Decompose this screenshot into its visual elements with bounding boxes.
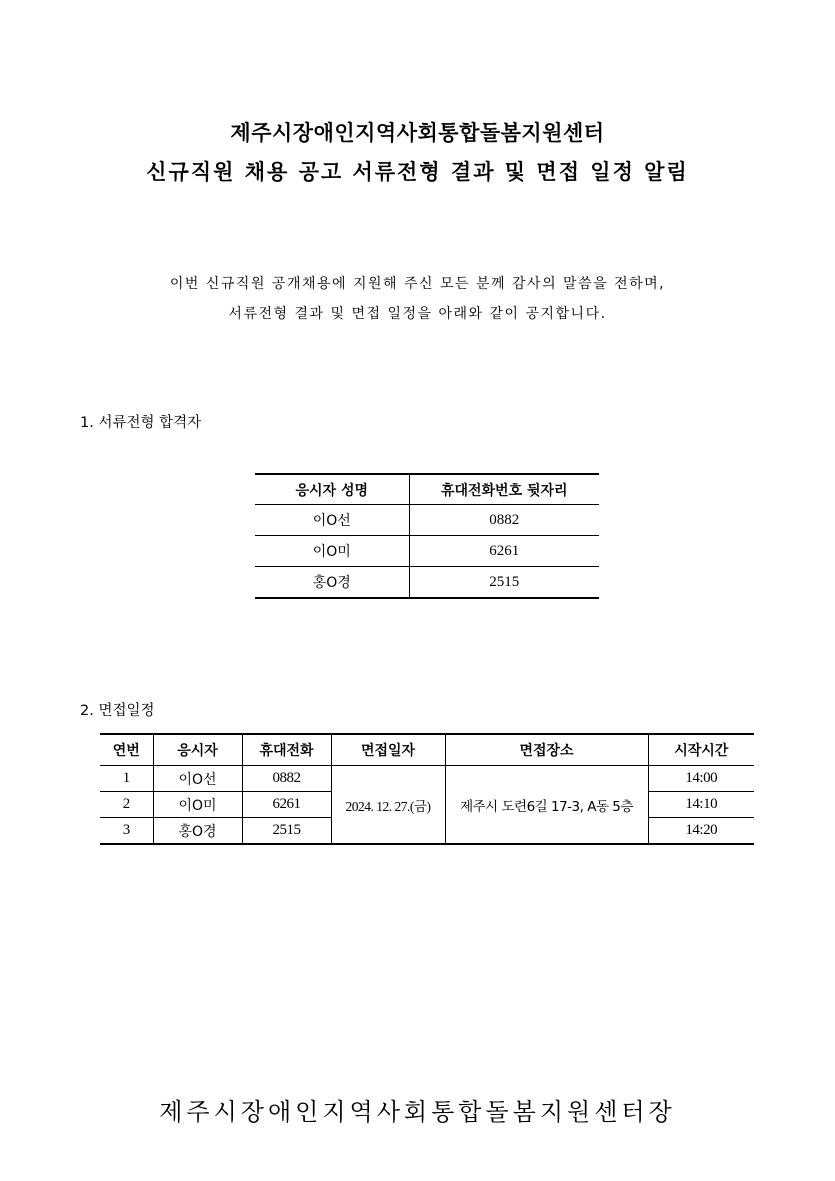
column-header-phone: 휴대전화 xyxy=(242,734,331,766)
applicant-name-cell: 홍O경 xyxy=(153,818,242,845)
applicant-name-cell: 홍O경 xyxy=(255,567,409,599)
phone-digits-cell: 6261 xyxy=(409,536,599,567)
column-header-start-time: 시작시간 xyxy=(648,734,754,766)
row-number-cell: 1 xyxy=(100,766,153,792)
row-number-cell: 2 xyxy=(100,792,153,818)
table-header-row xyxy=(255,474,599,505)
applicant-name-cell: 이O미 xyxy=(153,792,242,818)
phone-digits-cell: 0882 xyxy=(409,505,599,536)
column-header-interview-location: 면접장소 xyxy=(445,734,648,766)
phone-cell: 6261 xyxy=(242,792,331,818)
page-subtitle: 신규직원 채용 공고 서류전형 결과 및 면접 일정 알림 xyxy=(146,160,689,184)
interview-schedule-table xyxy=(100,733,754,845)
column-header-interview-date: 면접일자 xyxy=(331,734,445,766)
start-time-cell: 14:20 xyxy=(685,822,718,838)
start-time-cell: 14:00 xyxy=(648,766,754,792)
section-heading-interview-schedule: 2. 면접일정 xyxy=(80,703,155,719)
column-header-applicant-name: 응시자 성명 xyxy=(255,474,409,505)
phone-cell: 2515 xyxy=(242,818,331,845)
table-row xyxy=(255,536,599,567)
section-heading-document-passers: 1. 서류전형 합격자 xyxy=(80,415,202,431)
page-title: 제주시장애인지역사회통합돌봄지원센터 xyxy=(230,121,605,145)
table-row xyxy=(100,766,754,792)
document-passers-table xyxy=(255,473,599,599)
phone-cell: 0882 xyxy=(242,766,331,792)
table-header-row xyxy=(100,734,754,766)
interview-location-cell: 제주시 도련6길 17-3, A동 5층 xyxy=(445,766,648,845)
table-row xyxy=(255,505,599,536)
applicant-name-cell: 이O선 xyxy=(255,505,409,536)
row-number-cell: 3 xyxy=(100,818,153,845)
footer-signature: 제주시장애인지역사회통합돌봄지원센터장 xyxy=(159,1098,676,1126)
phone-digits-cell: 2515 xyxy=(489,573,520,590)
interview-date-cell: 2024. 12. 27.(금) xyxy=(331,766,445,845)
table-row xyxy=(255,567,599,599)
applicant-name-cell: 이O미 xyxy=(255,536,409,567)
applicant-name-cell: 이O선 xyxy=(153,766,242,792)
intro-text-line-2: 서류전형 결과 및 면접 일정을 아래와 같이 공지합니다. xyxy=(228,306,607,322)
intro-text-line-1: 이번 신규직원 공개채용에 지원해 주신 모든 분께 감사의 말씀을 전하며, xyxy=(169,276,666,292)
column-header-phone-last-digits: 휴대전화번호 뒷자리 xyxy=(409,474,599,505)
column-header-number: 연번 xyxy=(100,734,153,766)
column-header-applicant: 응시자 xyxy=(153,734,242,766)
start-time-cell: 14:10 xyxy=(648,792,754,818)
